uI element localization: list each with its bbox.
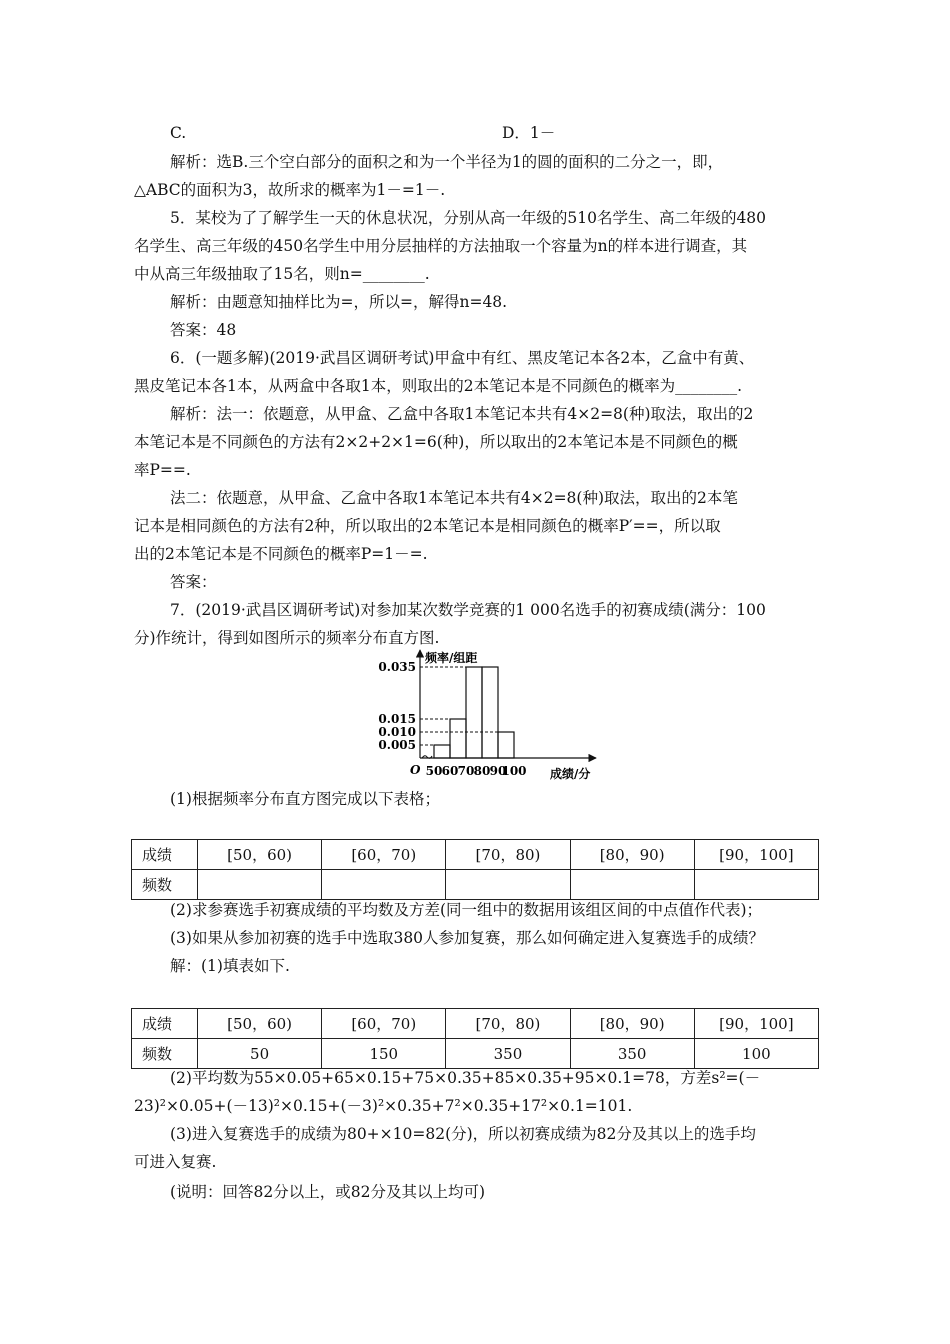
x-tick-label: 80: [473, 764, 491, 778]
q6-stem-line-2: 黑皮笔记本各1本，从两盒中各取1本，则取出的2本笔记本是不同颜色的概率为________.: [134, 377, 743, 395]
option-d: D．1－: [502, 124, 556, 142]
q7-solution2-line-2: 23)²×0.05+(－13)²×0.15+(－3)²×0.35+7²×0.35+17²×0.1=101.: [134, 1097, 633, 1115]
count-cell: 350: [570, 1039, 694, 1069]
x-tick-label: 100: [501, 764, 527, 778]
blank-count-cell: [446, 870, 570, 900]
q7-solution2-line-1: (2)平均数为55×0.05+65×0.15+75×0.35+85×0.35+95×0.1=78，方差s²=(－: [170, 1069, 761, 1087]
interval-cell: [70，80): [446, 840, 570, 870]
q5-stem-line-2: 名学生、高三年级的450名学生中用分层抽样的方法抽取一个容量为n的样本进行调查，其: [134, 237, 748, 255]
table-row: [132, 870, 819, 900]
q7-part2: (2)求参赛选手初赛成绩的平均数及方差(同一组中的数据用该组区间的中点值作代表)；: [170, 901, 763, 919]
count-cell: 100: [694, 1039, 818, 1069]
x-tick-label: 70: [457, 764, 475, 778]
histogram-bar: [498, 732, 514, 758]
blank-frequency-table: [131, 839, 819, 900]
q5-stem-line-1: 5．某校为了了解学生一天的休息状况，分别从高一年级的510名学生、高二年级的480: [170, 209, 767, 227]
x-axis-label: 成绩/分: [550, 767, 591, 781]
q6-method1-line-1: 解析：法一：依题意，从甲盒、乙盒中各取1本笔记本共有4×2=8(种)取法，取出的2: [170, 405, 754, 423]
q7-stem-line-2: 分)作统计，得到如图所示的频率分布直方图.: [134, 629, 440, 647]
origin-label: O: [410, 763, 421, 777]
q6-method2-line-2: 记本是相同颜色的方法有2种，所以取出的2本笔记本是相同颜色的概率P′==，所以取: [134, 517, 721, 535]
y-tick-label: 0.035: [378, 660, 416, 674]
q7-part3: (3)如果从参加初赛的选手中选取380人参加复赛，那么如何确定进入复赛选手的成绩？: [170, 929, 765, 947]
count-cell: 150: [322, 1039, 446, 1069]
blank-count-cell: [694, 870, 818, 900]
q7-solution-intro: 解：(1)填表如下.: [170, 957, 290, 975]
q4-analysis-line-1: 解析：选B.三个空白部分的面积之和为一个半径为1的圆的面积的二分之一，即，: [170, 153, 724, 171]
q5-stem-line-3: 中从高三年级抽取了15名，则n=________.: [134, 265, 430, 283]
q6-method1-line-3: 率P==.: [134, 461, 191, 479]
count-cell: 50: [198, 1039, 322, 1069]
interval-cell: [60，70): [322, 1009, 446, 1039]
y-axis-label: 频率/组距: [425, 651, 478, 665]
interval-cell: [80，90): [570, 840, 694, 870]
q6-method2-line-1: 法二：依题意，从甲盒、乙盒中各取1本笔记本共有4×2=8(种)取法，取出的2本笔: [170, 489, 738, 507]
q6-method1-line-2: 本笔记本是不同颜色的方法有2×2+2×1=6(种)，所以取出的2本笔记本是不同颜色的概: [134, 433, 738, 451]
q7-solution3-line-2: 可进入复赛.: [134, 1153, 217, 1171]
interval-cell: [60，70): [322, 840, 446, 870]
interval-cell: [50，60): [198, 840, 322, 870]
y-tick-label: 0.005: [378, 738, 416, 752]
option-c: C.: [170, 124, 187, 142]
frequency-histogram: [372, 644, 602, 784]
blank-count-cell: [570, 870, 694, 900]
x-tick-label: 90: [489, 764, 507, 778]
x-tick-label: 60: [441, 764, 459, 778]
y-tick-label: 0.010: [378, 725, 416, 739]
q6-stem-line-1: 6．(一题多解)(2019·武昌区调研考试)甲盒中有红、黑皮笔记本各2本，乙盒中有黄、: [170, 349, 755, 367]
interval-cell: [90，100]: [694, 1009, 818, 1039]
q4-analysis-line-2: △ABC的面积为3，故所求的概率为1－=1－.: [134, 181, 446, 199]
q7-note: (说明：回答82分以上，或82分及其以上均可): [170, 1183, 486, 1201]
q5-analysis: 解析：由题意知抽样比为=，所以=，解得n=48.: [170, 293, 508, 311]
table-row: [132, 1039, 819, 1069]
row-label-score: 成绩: [132, 1009, 198, 1039]
q7-solution3-line-1: (3)进入复赛选手的成绩为80+×10=82(分)，所以初赛成绩为82分及其以上的选手均: [170, 1125, 756, 1143]
count-cell: 350: [446, 1039, 570, 1069]
q6-answer: 答案：: [170, 573, 217, 591]
histogram-bar: [482, 667, 498, 758]
y-tick-label: 0.015: [378, 712, 416, 726]
histogram-bar: [434, 745, 450, 758]
blank-count-cell: [198, 870, 322, 900]
q5-answer: 答案：48: [170, 321, 237, 339]
interval-cell: [80，90): [570, 1009, 694, 1039]
histogram-bar: [466, 667, 482, 758]
q7-stem-line-1: 7．(2019·武昌区调研考试)对参加某次数学竞赛的1 000名选手的初赛成绩(满分：100: [170, 601, 766, 619]
row-label-score: 成绩: [132, 840, 198, 870]
row-label-count: 频数: [132, 1039, 198, 1069]
interval-cell: [70，80): [446, 1009, 570, 1039]
table-row: [132, 1009, 819, 1039]
table-row: [132, 840, 819, 870]
row-label-count: 频数: [132, 870, 198, 900]
filled-frequency-table: [131, 1008, 819, 1069]
blank-count-cell: [322, 870, 446, 900]
interval-cell: [50，60): [198, 1009, 322, 1039]
histogram-bar: [450, 719, 466, 758]
q6-method2-line-3: 出的2本笔记本是不同颜色的概率P=1－=.: [134, 545, 428, 563]
x-tick-label: 50: [425, 764, 443, 778]
q7-part1: (1)根据频率分布直方图完成以下表格；: [170, 790, 440, 808]
interval-cell: [90，100]: [694, 840, 818, 870]
